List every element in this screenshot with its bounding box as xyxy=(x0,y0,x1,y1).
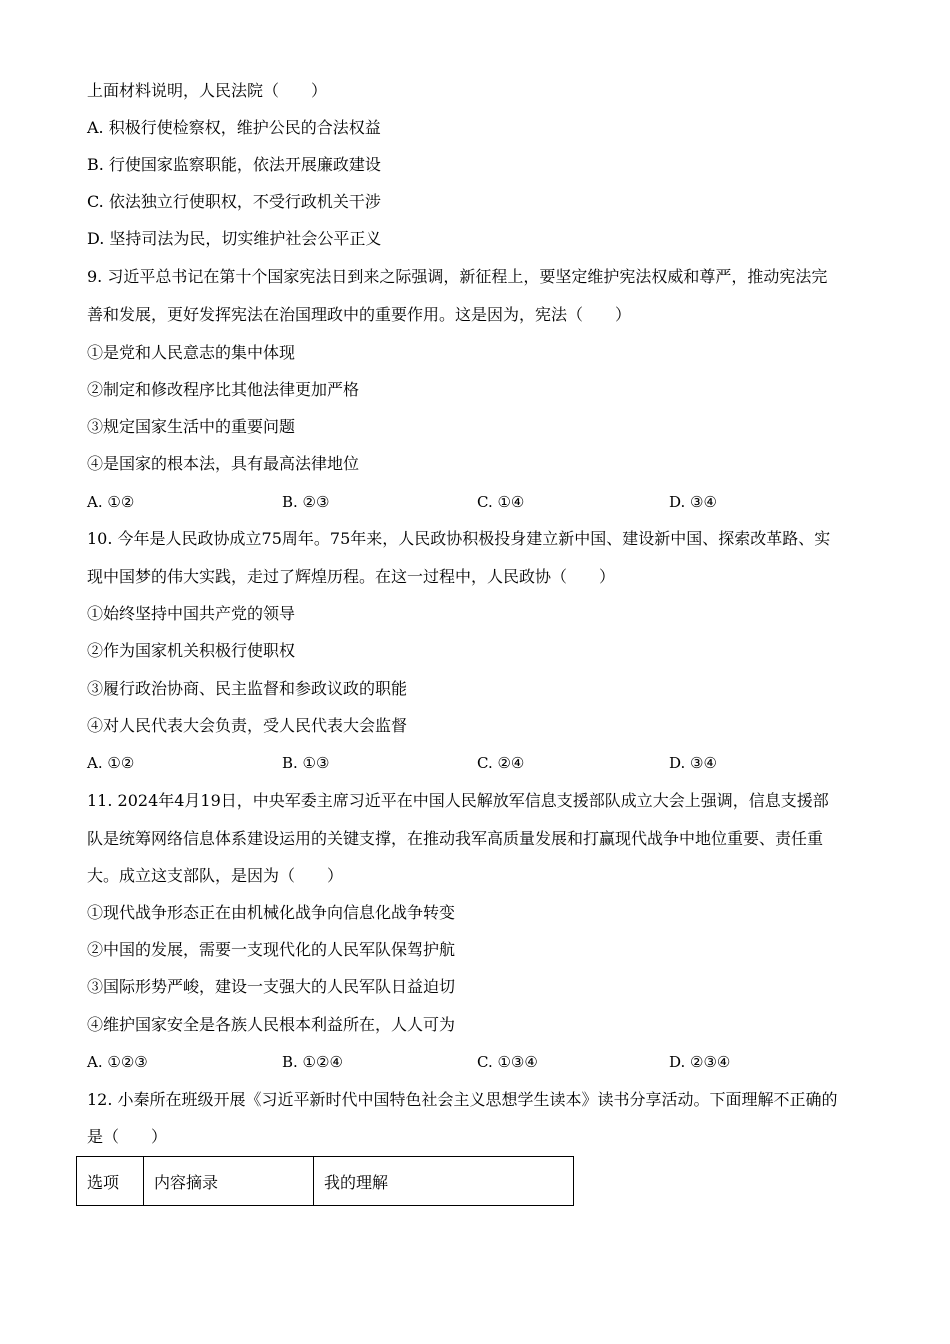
q10-choices xyxy=(87,753,887,773)
q11-choice-a: A. ①②③ xyxy=(87,1053,148,1071)
q8-option-b: B. 行使国家监察职能，依法开展廉政建设 xyxy=(87,155,381,174)
q10-choice-b: B. ①③ xyxy=(282,754,330,772)
q9-choice-b: B. ②③ xyxy=(282,493,330,511)
q11-item-4: ④维护国家安全是各族人民根本利益所在，人人可为 xyxy=(87,1015,456,1034)
q10-choice-c: C. ②④ xyxy=(477,754,525,772)
q12-stem-line-2: 是（ ） xyxy=(87,1127,168,1146)
q10-item-3: ③履行政治协商、民主监督和参政议政的职能 xyxy=(87,679,408,698)
q10-stem-line-1: 10. 今年是人民政协成立75周年。75年来，人民政协积极投身建立新中国、建设新中国、探索改革路、实 xyxy=(87,529,831,548)
q8-stem: 上面材料说明，人民法院（ ） xyxy=(87,81,328,100)
table-header-understanding: 我的理解 xyxy=(314,1157,574,1206)
q9-choices xyxy=(87,492,887,512)
q9-stem-line-1: 9. 习近平总书记在第十个国家宪法日到来之际强调，新征程上，要坚定维护宪法权威和尊严，推动宪法完 xyxy=(87,267,828,286)
q11-choices xyxy=(87,1052,887,1072)
q11-choice-c: C. ①③④ xyxy=(477,1053,538,1071)
q10-item-4: ④对人民代表大会负责，受人民代表大会监督 xyxy=(87,716,408,735)
q9-item-2: ②制定和修改程序比其他法律更加严格 xyxy=(87,380,360,399)
q9-stem-line-2: 善和发展，更好发挥宪法在治国理政中的重要作用。这是因为，宪法（ ） xyxy=(87,305,632,324)
q10-stem-line-2: 现中国梦的伟大实践，走过了辉煌历程。在这一过程中，人民政协（ ） xyxy=(87,567,616,586)
q8-option-d: D. 坚持司法为民，切实维护社会公平正义 xyxy=(87,229,382,248)
q9-item-4: ④是国家的根本法，具有最高法律地位 xyxy=(87,454,360,473)
q11-stem-line-3: 大。成立这支部队，是因为（ ） xyxy=(87,866,344,885)
q9-choice-d: D. ③④ xyxy=(669,493,717,511)
q9-item-3: ③规定国家生活中的重要问题 xyxy=(87,417,296,436)
q8-option-a: A. 积极行使检察权，维护公民的合法权益 xyxy=(87,118,381,137)
q11-stem-line-1: 11. 2024年4月19日，中央军委主席习近平在中国人民解放军信息支援部队成立大会上强调，信息支援部 xyxy=(87,791,829,810)
q11-choice-b: B. ①②④ xyxy=(282,1053,343,1071)
q9-choice-c: C. ①④ xyxy=(477,493,525,511)
table-header-row xyxy=(77,1157,574,1206)
q8-option-c: C. 依法独立行使职权，不受行政机关干涉 xyxy=(87,192,381,211)
q11-item-2: ②中国的发展，需要一支现代化的人民军队保驾护航 xyxy=(87,940,456,959)
q10-choice-a: A. ①② xyxy=(87,754,135,772)
q11-item-1: ①现代战争形态正在由机械化战争向信息化战争转变 xyxy=(87,903,456,922)
q12-table xyxy=(76,1156,574,1206)
q10-choice-d: D. ③④ xyxy=(669,754,717,772)
q11-item-3: ③国际形势严峻，建设一支强大的人民军队日益迫切 xyxy=(87,977,456,996)
q11-choice-d: D. ②③④ xyxy=(669,1053,731,1071)
q9-item-1: ①是党和人民意志的集中体现 xyxy=(87,343,296,362)
q11-stem-line-2: 队是统筹网络信息体系建设运用的关键支撑，在推动我军高质量发展和打赢现代战争中地位重要、责任重 xyxy=(87,829,824,848)
q10-item-1: ①始终坚持中国共产党的领导 xyxy=(87,604,296,623)
q10-item-2: ②作为国家机关积极行使职权 xyxy=(87,641,296,660)
q9-choice-a: A. ①② xyxy=(87,493,135,511)
table-header-option: 选项 xyxy=(77,1157,144,1206)
table-header-content: 内容摘录 xyxy=(144,1157,314,1206)
q12-stem-line-1: 12. 小秦所在班级开展《习近平新时代中国特色社会主义思想学生读本》读书分享活动。下面理解不正确的 xyxy=(87,1090,838,1109)
